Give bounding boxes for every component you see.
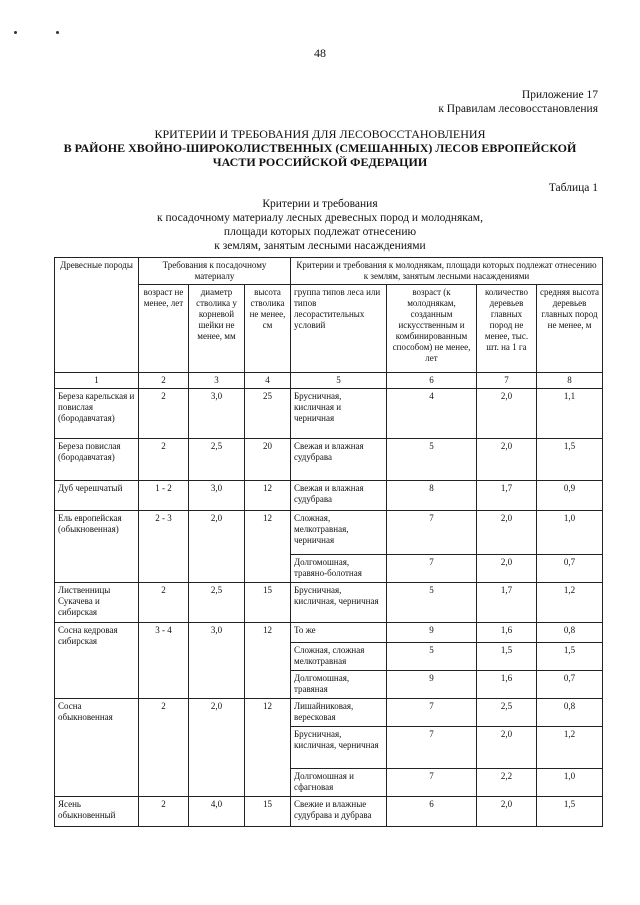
diameter-cell: 3,0 bbox=[189, 481, 245, 511]
average-height-cell: 0,7 bbox=[537, 555, 603, 583]
table-row bbox=[55, 511, 603, 555]
age-cell: 2 bbox=[139, 797, 189, 827]
young-age-cell: 7 bbox=[387, 727, 477, 769]
young-age-cell: 8 bbox=[387, 481, 477, 511]
page-number: 48 bbox=[314, 46, 326, 60]
tree-count-cell: 2,0 bbox=[477, 797, 537, 827]
appendix-line: Приложение 17 bbox=[521, 89, 598, 101]
height-cell: 12 bbox=[245, 511, 291, 583]
document-title bbox=[0, 127, 640, 169]
height-cell: 15 bbox=[245, 797, 291, 827]
column-number: 1 bbox=[55, 373, 139, 389]
tree-count-cell: 1,7 bbox=[477, 583, 537, 623]
average-height-cell: 1,0 bbox=[537, 769, 603, 797]
header-height: высота стволика не менее, см bbox=[245, 285, 291, 373]
table-row bbox=[55, 699, 603, 727]
diameter-cell: 2,5 bbox=[189, 439, 245, 481]
tree-count-cell: 2,0 bbox=[477, 439, 537, 481]
tree-count-cell: 2,0 bbox=[477, 389, 537, 439]
forest-type-cell: Свежая и влажная судубрава bbox=[291, 439, 387, 481]
criteria-table bbox=[54, 257, 603, 827]
forest-type-cell: Долгомошная и сфагновая bbox=[291, 769, 387, 797]
species-cell: Ель европейская (обыкновенная) bbox=[55, 511, 139, 583]
table-title-line: площади которых подлежат отнесению bbox=[223, 226, 417, 238]
average-height-cell: 1,5 bbox=[537, 643, 603, 671]
young-age-cell: 5 bbox=[387, 643, 477, 671]
table-row bbox=[55, 623, 603, 643]
tree-count-cell: 1,7 bbox=[477, 481, 537, 511]
table-title-line: Критерии и требования bbox=[262, 198, 378, 210]
tree-count-cell: 1,5 bbox=[477, 643, 537, 671]
forest-type-cell: Свежая и влажная судубрава bbox=[291, 481, 387, 511]
table-title bbox=[0, 197, 640, 253]
column-number: 7 bbox=[477, 373, 537, 389]
species-cell: Лиственницы Сукачева и сибирская bbox=[55, 583, 139, 623]
table-row bbox=[55, 797, 603, 827]
title-line: КРИТЕРИИ И ТРЕБОВАНИЯ ДЛЯ ЛЕСОВОССТАНОВЛЕНИЯ bbox=[154, 127, 486, 141]
header-forest-type: группа типов леса или типов лесорастительных условий bbox=[291, 285, 387, 373]
age-cell: 2 bbox=[139, 389, 189, 439]
average-height-cell: 1,2 bbox=[537, 727, 603, 769]
header-diameter: диаметр стволика у корневой шейки не менее, мм bbox=[189, 285, 245, 373]
species-cell: Сосна кедровая сибирская bbox=[55, 623, 139, 699]
table-row bbox=[55, 439, 603, 481]
tree-count-cell: 2,5 bbox=[477, 699, 537, 727]
species-cell: Ясень обыкновенный bbox=[55, 797, 139, 827]
tree-count-cell: 2,0 bbox=[477, 511, 537, 555]
column-number: 6 bbox=[387, 373, 477, 389]
header-young-age: возраст (к молоднякам, созданным искусственным и комбинированным способом) не менее, лет bbox=[387, 285, 477, 373]
column-number: 5 bbox=[291, 373, 387, 389]
young-age-cell: 4 bbox=[387, 389, 477, 439]
average-height-cell: 1,2 bbox=[537, 583, 603, 623]
average-height-cell: 1,5 bbox=[537, 439, 603, 481]
appendix-line: к Правилам лесовосстановления bbox=[438, 103, 598, 115]
average-height-cell: 0,8 bbox=[537, 699, 603, 727]
title-line: ЧАСТИ РОССИЙСКОЙ ФЕДЕРАЦИИ bbox=[212, 155, 428, 169]
diameter-cell: 2,0 bbox=[189, 511, 245, 583]
diameter-cell: 3,0 bbox=[189, 623, 245, 699]
column-number-row bbox=[55, 373, 603, 389]
diameter-cell: 3,0 bbox=[189, 389, 245, 439]
forest-type-cell: Лишайниковая, вересковая bbox=[291, 699, 387, 727]
young-age-cell: 6 bbox=[387, 797, 477, 827]
appendix-reference bbox=[438, 88, 598, 116]
tree-count-cell: 2,0 bbox=[477, 555, 537, 583]
young-age-cell: 5 bbox=[387, 439, 477, 481]
average-height-cell: 1,0 bbox=[537, 511, 603, 555]
table-title-line: к посадочному материалу лесных древесных пород и молоднякам, bbox=[157, 212, 483, 224]
species-cell: Береза повислая (бородавчатая) bbox=[55, 439, 139, 481]
tree-count-cell: 2,2 bbox=[477, 769, 537, 797]
forest-type-cell: Долгомошная, травяно-болотная bbox=[291, 555, 387, 583]
young-age-cell: 7 bbox=[387, 511, 477, 555]
height-cell: 20 bbox=[245, 439, 291, 481]
age-cell: 2 bbox=[139, 583, 189, 623]
table-body bbox=[55, 389, 603, 827]
young-age-cell: 9 bbox=[387, 623, 477, 643]
header-age: возраст не менее, лет bbox=[139, 285, 189, 373]
average-height-cell: 1,1 bbox=[537, 389, 603, 439]
age-cell: 2 bbox=[139, 439, 189, 481]
table-row bbox=[55, 583, 603, 623]
young-age-cell: 9 bbox=[387, 671, 477, 699]
header-species: Древесные породы bbox=[55, 258, 139, 373]
tree-count-cell: 2,0 bbox=[477, 727, 537, 769]
age-cell: 2 - 3 bbox=[139, 511, 189, 583]
age-cell: 3 - 4 bbox=[139, 623, 189, 699]
young-age-cell: 7 bbox=[387, 699, 477, 727]
table-row bbox=[55, 481, 603, 511]
height-cell: 25 bbox=[245, 389, 291, 439]
average-height-cell: 0,8 bbox=[537, 623, 603, 643]
average-height-cell: 1,5 bbox=[537, 797, 603, 827]
young-age-cell: 7 bbox=[387, 555, 477, 583]
height-cell: 12 bbox=[245, 699, 291, 797]
header-planting-material: Требования к посадочному материалу bbox=[139, 258, 291, 285]
young-age-cell: 7 bbox=[387, 769, 477, 797]
forest-type-cell: Долгомошная, травяная bbox=[291, 671, 387, 699]
diameter-cell: 4,0 bbox=[189, 797, 245, 827]
species-cell: Береза карельская и повислая (бородавчатая) bbox=[55, 389, 139, 439]
forest-type-cell: Сложная, мелкотравная, черничная bbox=[291, 511, 387, 555]
age-cell: 1 - 2 bbox=[139, 481, 189, 511]
young-age-cell: 5 bbox=[387, 583, 477, 623]
forest-type-cell: Брусничная, кисличная, черничная bbox=[291, 727, 387, 769]
table-title-line: к землям, занятым лесными насаждениями bbox=[214, 240, 426, 252]
height-cell: 12 bbox=[245, 481, 291, 511]
title-line: В РАЙОНЕ ХВОЙНО-ШИРОКОЛИСТВЕННЫХ (СМЕШАННЫХ) ЛЕСОВ ЕВРОПЕЙСКОЙ bbox=[63, 141, 577, 155]
average-height-cell: 0,9 bbox=[537, 481, 603, 511]
tree-count-cell: 1,6 bbox=[477, 671, 537, 699]
species-cell: Сосна обыкновенная bbox=[55, 699, 139, 797]
table-row bbox=[55, 389, 603, 439]
average-height-cell: 0,7 bbox=[537, 671, 603, 699]
header-tree-count: количество деревьев главных пород не менее, тыс. шт. на 1 га bbox=[477, 285, 537, 373]
diameter-cell: 2,0 bbox=[189, 699, 245, 797]
forest-type-cell: То же bbox=[291, 623, 387, 643]
scan-mark bbox=[14, 31, 17, 34]
height-cell: 15 bbox=[245, 583, 291, 623]
forest-type-cell: Сложная, сложная мелкотравная bbox=[291, 643, 387, 671]
diameter-cell: 2,5 bbox=[189, 583, 245, 623]
tree-count-cell: 1,6 bbox=[477, 623, 537, 643]
forest-type-cell: Свежие и влажные судубрава и дубрава bbox=[291, 797, 387, 827]
age-cell: 2 bbox=[139, 699, 189, 797]
header-average-height: средняя высота деревьев главных пород не менее, м bbox=[537, 285, 603, 373]
scan-mark bbox=[56, 31, 59, 34]
column-number: 3 bbox=[189, 373, 245, 389]
forest-type-cell: Брусничная, кисличная, черничная bbox=[291, 583, 387, 623]
column-number: 8 bbox=[537, 373, 603, 389]
species-cell: Дуб черешчатый bbox=[55, 481, 139, 511]
table-label: Таблица 1 bbox=[548, 182, 598, 194]
height-cell: 12 bbox=[245, 623, 291, 699]
forest-type-cell: Брусничная, кисличная и черничная bbox=[291, 389, 387, 439]
header-young-stands: Критерии и требования к молоднякам, площади которых подлежат отнесению к землям, занятым лесными насаждениями bbox=[291, 258, 603, 285]
column-number: 4 bbox=[245, 373, 291, 389]
column-number: 2 bbox=[139, 373, 189, 389]
